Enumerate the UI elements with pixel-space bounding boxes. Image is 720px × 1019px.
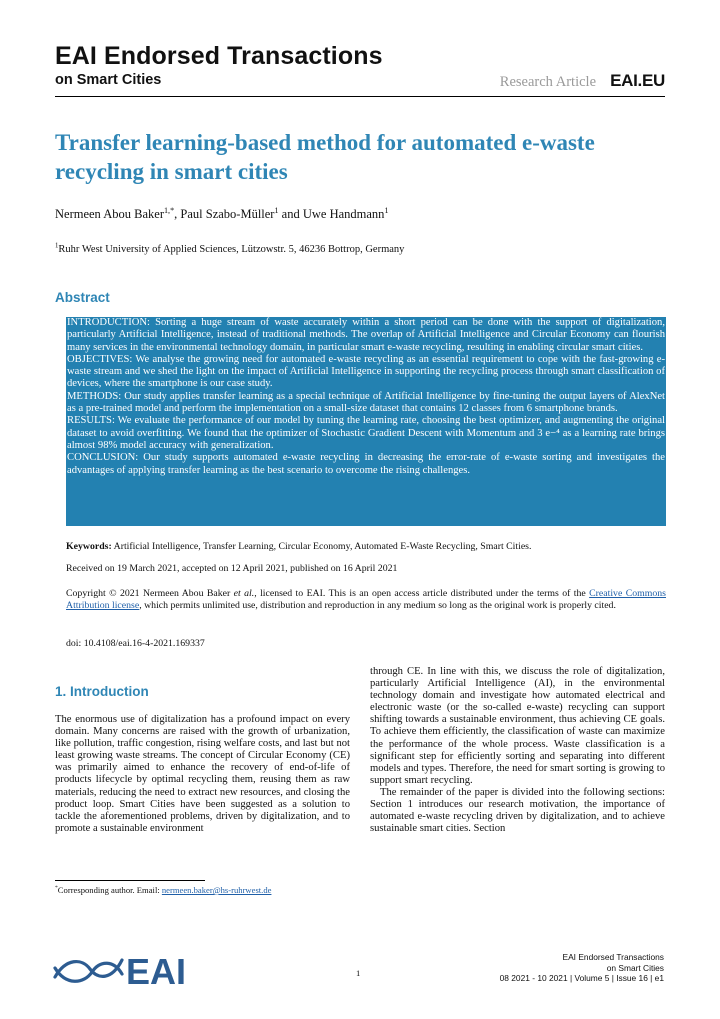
paper-title: Transfer learning-based method for automated e-waste recycling in smart cities xyxy=(55,130,595,184)
introduction-paragraph: through CE. In line with this, we discuss the role of digitalization, particularly Artificial Intelligence (AI), in the environmental technology domain and investigate how automated electrical and electronic waste (or the so-called e-waste) recycling can support shifting towards a sustainable environment, thus achieving CE goals. To achieve them efficiently, the classification of waste can maximize the performance of the whole process. Waste classification is a significant step for efficiently sorting and separating into different models and types. Therefore, the need for smart sorting is growing to support smart recycling. xyxy=(370,666,665,786)
author-list xyxy=(55,207,389,222)
doi: doi: 10.4108/eai.16-4-2021.169337 xyxy=(66,638,205,649)
author-affiliation-mark: 1,* xyxy=(164,205,175,215)
author-name: Nermeen Abou Baker xyxy=(55,207,164,221)
copyright-text: , licensed to EAI. This is an open access article distributed under the terms of the xyxy=(254,588,590,599)
author-separator: and xyxy=(278,207,303,221)
abstract-objectives: OBJECTIVES: We analyse the growing need for automated e-waste recycling as an essential requirement to cope with the fast-growing e-waste stream and we shed the light on the impact of Artificial Intelligence in supporting the recycling process through smart classification of devices, where the smartphone is our case study. xyxy=(67,353,665,390)
abstract-results: RESULTS: We evaluate the performance of our model by tuning the learning rate, choosing the best optimizer, and augmenting the original dataset to avoid overfitting. We found that the optimizer of Stochastic Gradient Descent with Momentum and 3 e−⁴ as a learning rate brings almost 98% model accuracy with generalization. xyxy=(67,415,665,451)
author-affiliation-mark: 1 xyxy=(384,205,389,215)
introduction-heading: 1. Introduction xyxy=(55,684,149,699)
abstract-heading: Abstract xyxy=(55,290,110,305)
footer-journal-name: EAI Endorsed Transactions xyxy=(562,952,664,962)
article-type: Research Article xyxy=(499,74,596,90)
introduction-paragraph: The remainder of the paper is divided into the following sections: Section 1 introduces our research motivation, the importance of automated e-waste recycling driven by digitalization, and to achieve sustainable smart cities. Section xyxy=(370,786,665,835)
author-affiliation-mark: 1 xyxy=(274,205,279,215)
author-name: Uwe Handmann xyxy=(302,207,385,221)
copyright-etal: et al. xyxy=(233,588,255,599)
author-name: Paul Szabo-Müller xyxy=(180,207,275,221)
affiliation-text: Ruhr West University of Applied Sciences, Lützowstr. 5, 46236 Bottrop, Germany xyxy=(58,244,405,255)
introduction-paragraph: The enormous use of digitalization has a profound impact on every domain. Many concerns are raised with the growth of urbanization, like pollution, traffic congestion, rising welfare costs, and last but not least growing waste streams. The concept of Circular Economy (CE) was primarily aimed to enhance the recovery of end-of-life of products lifecycle by optimal recycling them, reusing them as raw materials, reducing the need to extract new resources, and closing the product loop. Smart Cities have been suggested as a solution to tackle the aforementioned problems, driven by digitalization, and to promote a sustainable environment xyxy=(55,714,350,834)
introduction-right-column xyxy=(370,666,665,835)
author-separator: , xyxy=(174,207,181,221)
copyright-notice xyxy=(66,588,666,611)
affiliation xyxy=(55,244,404,255)
keywords-label: Keywords: xyxy=(66,541,112,552)
copyright-text: Copyright © 2021 Nermeen Abou Baker xyxy=(66,588,234,599)
footnote-rule xyxy=(55,880,205,881)
header-rule xyxy=(55,96,665,97)
journal-title: EAI Endorsed Transactions xyxy=(55,42,383,70)
page-number: 1 xyxy=(356,968,361,978)
eai-logo xyxy=(52,952,202,993)
license-link[interactable]: Creative Commons Attribution license xyxy=(66,588,666,611)
introduction-left-column xyxy=(55,714,350,835)
footer-issue-info: 08 2021 - 10 2021 | Volume 5 | Issue 16 | e1 xyxy=(499,973,664,984)
received-dates: Received on 19 March 2021, accepted on 12 April 2021, published on 16 April 2021 xyxy=(66,563,398,574)
keywords xyxy=(66,541,666,553)
affiliation-mark: 1 xyxy=(55,242,59,250)
abstract-methods: METHODS: Our study applies transfer learning as a special technique of Artificial Intelligence by fine-tuning the output layers of AlexNet as a pre-trained model and perform the implementation on a small-size dataset that contains 12 classes from 6 smartphone brands. xyxy=(67,390,665,415)
author-email-link[interactable]: nermeen.baker@hs-ruhrwest.de xyxy=(161,885,272,895)
footer-journal-info xyxy=(500,952,664,984)
footer-journal-subtitle: on Smart Cities xyxy=(606,962,664,973)
eai-logo-icon xyxy=(52,952,202,988)
footnote-mark: * xyxy=(55,885,58,892)
footnote-text: Corresponding author. Email: xyxy=(57,885,162,895)
abstract-box xyxy=(66,317,666,526)
eai-logo-text: EAI xyxy=(126,952,187,988)
eai-eu-logo: EAI.EU xyxy=(610,71,665,90)
abstract-conclusion: CONCLUSION: Our study supports automated e-waste recycling in decreasing the error-rate of e-waste sorting and investigates the advantages of applying transfer learning as the best scenario to overcome the rising challenges. xyxy=(67,452,665,476)
journal-subtitle: on Smart Cities xyxy=(55,72,162,88)
copyright-text: , which permits unlimited use, distribution and reproduction in any medium so long as the original work is properly cited. xyxy=(139,599,616,611)
footnote xyxy=(55,885,271,895)
keywords-text: Artificial Intelligence, Transfer Learning, Circular Economy, Automated E-Waste Recycling, Smart Cities. xyxy=(111,541,532,552)
abstract-introduction: INTRODUCTION: Sorting a huge stream of waste accurately within a short period can be done with the support of digitalization, particularly Artificial Intelligence, instead of traditional methods. The overlap of Artificial Intelligence and Circular Economy can flourish many services in the environmental technology domain, in particular smart e-waste recycling, resulting in enabling circular smart cities. xyxy=(67,317,665,353)
